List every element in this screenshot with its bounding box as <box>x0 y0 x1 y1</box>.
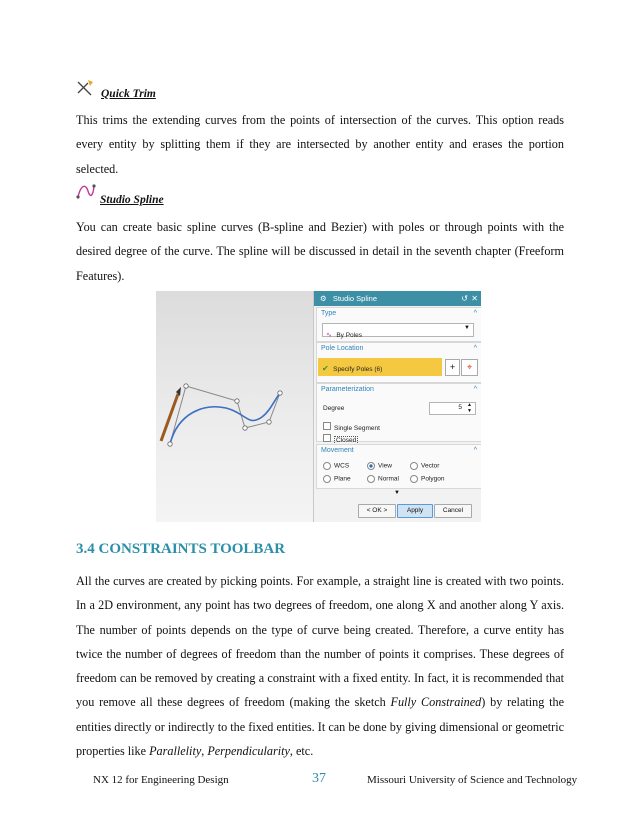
spline-curve <box>170 393 280 444</box>
studio-spline-dialog <box>313 291 481 522</box>
type-group <box>316 307 481 342</box>
collapse-icon: ^ <box>473 310 477 317</box>
degree-spinner[interactable]: 5 ▲ ▼ <box>429 402 476 415</box>
studio-spline-icon <box>76 182 96 200</box>
quick-trim-title: Quick Trim <box>101 88 156 100</box>
dropdown-arrow-icon: ▼ <box>464 325 470 331</box>
spline-type-icon: ∿ <box>326 332 332 339</box>
graphics-viewport <box>156 291 314 522</box>
pencil-icon <box>161 394 178 441</box>
point-dialog-button[interactable]: + <box>445 359 460 376</box>
specify-poles-row[interactable]: ✔ Specify Poles (6) <box>318 358 442 376</box>
footer-right: Missouri University of Science and Technology <box>367 774 578 786</box>
radio-normal[interactable]: Normal <box>367 475 399 483</box>
type-dropdown[interactable]: ∿ By Poles ▼ <box>322 323 474 337</box>
movement-header[interactable]: Movement ^ <box>321 447 477 454</box>
more-options-arrow-icon[interactable]: ▼ <box>394 490 400 496</box>
pole-location-group <box>316 342 481 383</box>
radio-wcs[interactable]: WCS <box>323 462 349 470</box>
type-header[interactable]: Type ^ <box>317 308 481 320</box>
radio-vector[interactable]: Vector <box>410 462 439 470</box>
point-snap-button[interactable]: ⌖ <box>461 359 478 376</box>
page-number: 37 <box>312 771 326 786</box>
studio-spline-screenshot <box>156 291 481 522</box>
apply-button[interactable]: Apply <box>397 504 433 518</box>
dialog-title: Studio Spline <box>332 294 378 303</box>
single-segment-checkbox[interactable]: Single Segment <box>323 417 380 435</box>
close-icon[interactable]: ✕ <box>471 294 478 303</box>
closed-checkbox[interactable]: Closed <box>323 429 358 447</box>
gear-icon[interactable]: ⚙ <box>320 294 327 303</box>
degree-label: Degree <box>323 405 345 412</box>
check-icon: ✔ <box>322 364 329 373</box>
radio-polygon[interactable]: Polygon <box>410 475 445 483</box>
pole-location-header[interactable]: Pole Location ^ <box>321 345 477 352</box>
quick-trim-body: This trims the extending curves from the points of intersection of the curves. This option reads every entity by splitting them if they are intersected by another entity and erases the portion selected. <box>76 113 564 176</box>
movement-group <box>316 444 481 489</box>
ok-button[interactable]: < OK > <box>358 504 396 518</box>
cancel-button[interactable]: Cancel <box>434 504 472 518</box>
radio-plane[interactable]: Plane <box>323 475 351 483</box>
section-heading: 3.4 CONSTRAINTS TOOLBAR <box>76 541 286 557</box>
studio-spline-body: You can create basic spline curves (B-spline and Bezier) with poles or through points with the desired degree of the curve. The spline will be discussed in detail in the seventh chapter (Freeform Features). <box>76 220 564 283</box>
constraints-body: All the curves are created by picking points. For example, a straight line is created with two points. In a 2D environment, any point has two degrees of freedom, one along X and another along Y axis. The number of points depends on the type of curve being created. Therefore, a curve entity has twice the number of degrees of freedom than the number of points it comprises. These degrees of freedom can be removed by creating a constraint with a fixed entity. In fact, it is recommended that you remove all these degrees of freedom (making the sketch Fully Constrained) by relating the entities directly or indirectly to the fixed entities. It can be done by giving dimensional or geometric properties like Parallelity, Perpendicularity, etc. <box>76 574 564 759</box>
quick-trim-icon <box>76 78 96 98</box>
parameterization-header[interactable]: Parameterization ^ <box>321 386 477 393</box>
studio-spline-title: Studio Spline <box>100 194 164 206</box>
radio-view[interactable]: View <box>367 462 392 470</box>
footer-left: NX 12 for Engineering Design <box>93 774 229 786</box>
reset-icon[interactable]: ↺ <box>461 294 468 303</box>
dialog-title-bar <box>314 291 481 306</box>
parameterization-group <box>316 383 481 442</box>
spline-drawing <box>156 291 314 522</box>
